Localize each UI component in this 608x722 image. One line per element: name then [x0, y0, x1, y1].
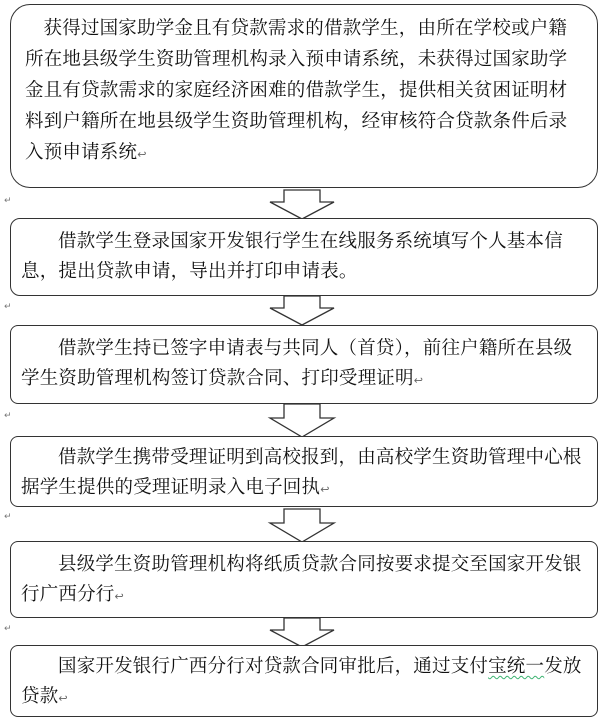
flow-step-6-underlined-text: 宝统一: [488, 656, 545, 677]
flow-step-6-text: 国家开发银行广西分行对贷款合同审批后，通过支付: [58, 656, 489, 677]
line-return-mark: ↩: [413, 374, 424, 387]
flow-step-4: [10, 436, 598, 507]
line-return-mark: ↩: [137, 148, 147, 161]
flow-step-6: [10, 645, 598, 717]
flow-step-2-text: 借款学生登录国家开发银行学生在线服务系统填写个人基本信息，提出贷款申请，导出并打印申请表。: [21, 231, 563, 282]
flow-step-5-text: 县级学生资助管理机构将纸质贷款合同按要求提交至国家开发银行广西分行: [21, 554, 582, 605]
down-arrow-icon: [252, 190, 352, 220]
down-arrow-icon: [252, 507, 352, 543]
paragraph-mark: ↵: [4, 624, 12, 634]
line-return-mark: ↩: [320, 483, 330, 496]
flow-step-1: [10, 4, 598, 188]
paragraph-mark: ↵: [4, 302, 12, 312]
down-arrow-icon: [252, 296, 352, 326]
paragraph-mark: ↵: [4, 512, 12, 522]
flow-step-3: [10, 325, 598, 404]
paragraph-mark: ↵: [4, 411, 12, 421]
down-arrow-icon: [252, 404, 352, 438]
flow-step-1-text: 获得过国家助学金且有贷款需求的借款学生，由所在学校或户籍所在地县级学生资助管理机构录入预申请系统，未获得过国家助学金且有贷款需求的家庭经济困难的借款学生，提供相关贫困证明材料到户籍所在地县级学生资助管理机构，经审核符合贷款条件后录入预申请系统: [25, 18, 568, 163]
flow-step-6-tail-text: 发放贷款: [21, 656, 582, 707]
line-return-mark: ↩: [58, 692, 68, 705]
flow-step-4-text: 借款学生携带受理证明到高校报到，由高校学生资助管理中心根据学生提供的受理证明录入电子回执: [21, 447, 582, 498]
paragraph-mark: ↵: [4, 196, 12, 206]
down-arrow-icon: [252, 618, 352, 648]
flow-step-2: [10, 218, 598, 296]
flow-step-3-text: 借款学生持已签字申请表与共同人（首贷），前往户籍所在县级学生资助管理机构签订贷款合同、打印受理证明: [21, 338, 573, 389]
line-return-mark: ↩: [114, 590, 124, 603]
flow-step-5: [10, 541, 598, 618]
